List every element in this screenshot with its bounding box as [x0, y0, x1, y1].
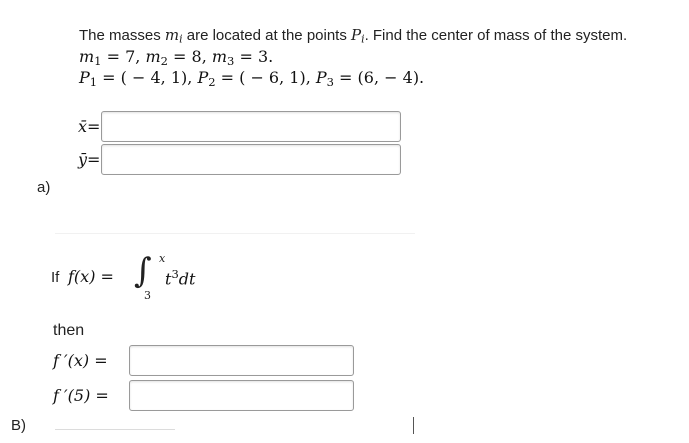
- section-divider: [55, 233, 415, 234]
- f-definition: f(x) =: [68, 267, 114, 286]
- part-a-label: a): [37, 179, 51, 196]
- prompt-middle: are located at the points: [186, 27, 347, 44]
- prompt-end: . Find the center of mass of the system.: [364, 27, 628, 44]
- part-a-prompt: [79, 26, 627, 46]
- prompt-start: The masses: [79, 27, 161, 44]
- fprime-x-input[interactable]: [129, 345, 354, 376]
- m-i-var: $m_i$: [164, 26, 183, 46]
- points-line: $P_1$ = ( − 4, 1), $P_2$ = ( − 6, 1), $P_3 = (6$, − 4).: [79, 68, 425, 89]
- fprime-5-input[interactable]: [129, 380, 354, 411]
- bottom-divider: [55, 429, 175, 430]
- integral-sign: ∫: [134, 251, 152, 291]
- masses-line: $m_1 = 7$, $m_2 = 8$, $m_3 = 3$.: [79, 47, 274, 68]
- text-cursor: [413, 417, 414, 434]
- then-text: then: [53, 322, 85, 339]
- p-i-var: $P_i$: [351, 26, 365, 46]
- lower-limit: 3: [144, 289, 151, 302]
- fprime-5-label: f ′(5) =: [53, 386, 109, 405]
- part-b-label: B): [11, 417, 26, 434]
- upper-limit: x: [159, 252, 166, 265]
- xbar-input[interactable]: [101, 111, 401, 142]
- integrand: $t^3dt$: [165, 267, 196, 289]
- ybar-label: ȳ=: [78, 150, 101, 169]
- fprime-x-label: f ′(x) =: [53, 351, 108, 370]
- if-text: If: [51, 269, 60, 286]
- ybar-input[interactable]: [101, 144, 401, 175]
- xbar-label: x̄=: [78, 117, 101, 136]
